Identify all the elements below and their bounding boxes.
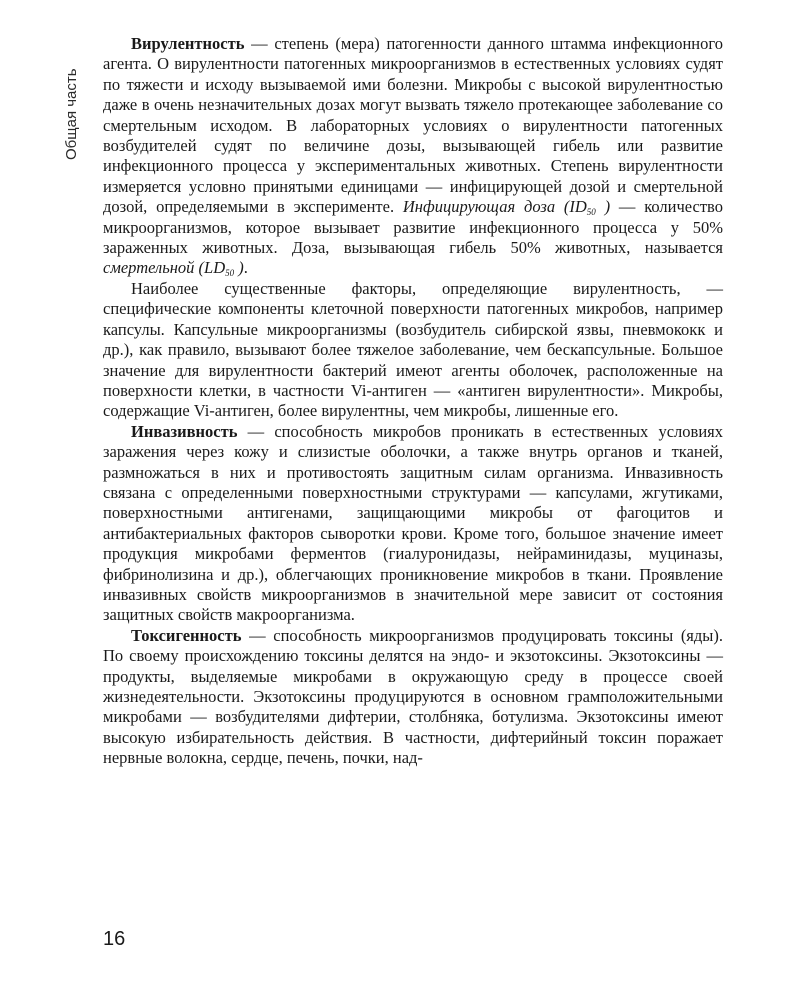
lethal-dose-term: смертельной (LD bbox=[103, 258, 226, 278]
term-virulence: Вирулентность bbox=[131, 34, 245, 53]
invasiveness-definition: — способность микробов проникать в естественных условиях заражения через кожу и слизистые оболочки, а также внутрь органов и тканей, размножаться в них и противостоять защитным силам организма. Инвазивность связана с определенными поверхностными структурами — капсулами, жгутиками, поверхностными антигенами, защищающими микробы от фагоцитов и антибактериальных факторов сыворотки крови. Кроме того, большое значение имеет продукция микробами ферментов (гиалуронидазы, нейраминидазы, муциназы, фибринолизина и др.), облегчающих проникновение микробов в ткани. Проявление инвазивных свойств микроорганизмов в значительной мере зависит от состояния защитных свойств макроорганизма. bbox=[103, 421, 723, 625]
infective-dose-close: ) bbox=[595, 197, 611, 217]
virulence-definition: — степень (мера) патогенности данного штамма инфекционного агента. О вирулентности патогенных микроорганизмов в естественных условиях судят по тяжести и исходу вызываемой ими болезни. Микробы с высокой вирулентностью даже в очень незначительных дозах могут вызвать тяжело протекающее заболевание со смертельным исходом. В лабораторных условиях о вирулентности патогенных возбудителей судят по величине дозы, вызывающей гибель или развитие инфекционного процесса у экспериментальных животных. Степень вирулентности измеряется условно принятыми единицами — инфицирующей дозой и смертельной дозой, определяемыми в эксперименте. bbox=[103, 34, 723, 217]
paragraph-factors: Наиболее существенные факторы, определяющие вирулентность, — специфические компоненты клеточной поверхности патогенных микробов, например капсулы. Капсульные микроорганизмы (возбудитель сибирской язвы, пневмококк и др.), как правило, вызывают более тяжелое заболевание, чем бескапсульные. Большое значение для вирулентности бактерий имеют агенты оболочек, расположенные на поверхности клетки, в частности Vi-антиген — «антиген вирулентности». Микробы, содержащие Vi-антиген, более вирулентны, чем микробы, лишенные его. bbox=[103, 278, 723, 421]
paragraph-invasiveness bbox=[103, 422, 723, 626]
term-toxigenicity: Токсигенность bbox=[131, 625, 242, 645]
toxigenicity-definition: — способность микроорганизмов продуцировать токсины (яды). По своему происхождению токсины делятся на эндо- и экзотоксины. Экзотоксины — продукты, выделяемые микробами в окружающую среду в процессе своей жизнедеятельности. Экзотоксины продуцируются в основном грамположительными микробами — возбудителями дифтерии, столбняка, ботулизма. Экзотоксины имеют высокую избирательность действия. В частности, дифтерийный токсин поражает нервные волокна, сердце, печень, почки, над- bbox=[103, 625, 723, 768]
paragraph-end: . bbox=[243, 258, 248, 278]
infective-dose-term: Инфицирующая доза (ID bbox=[402, 197, 587, 217]
lethal-dose-close: ) bbox=[234, 258, 244, 278]
infective-dose-subscript: 50 bbox=[586, 207, 596, 218]
paragraph-toxigenicity bbox=[103, 626, 723, 769]
lethal-dose-subscript: 50 bbox=[225, 268, 235, 279]
infective-dose-definition: — количество микроорганизмов, которое вызывает развитие инфекционного процесса у 50% зараженных животных. Доза, вызывающая гибель 50% животных, называется bbox=[103, 197, 723, 258]
page-number: 16 bbox=[103, 928, 126, 950]
body-text bbox=[103, 34, 723, 769]
term-invasiveness: Инвазивность bbox=[131, 421, 238, 441]
section-label: Общая часть bbox=[63, 68, 80, 160]
paragraph-virulence bbox=[103, 34, 723, 279]
